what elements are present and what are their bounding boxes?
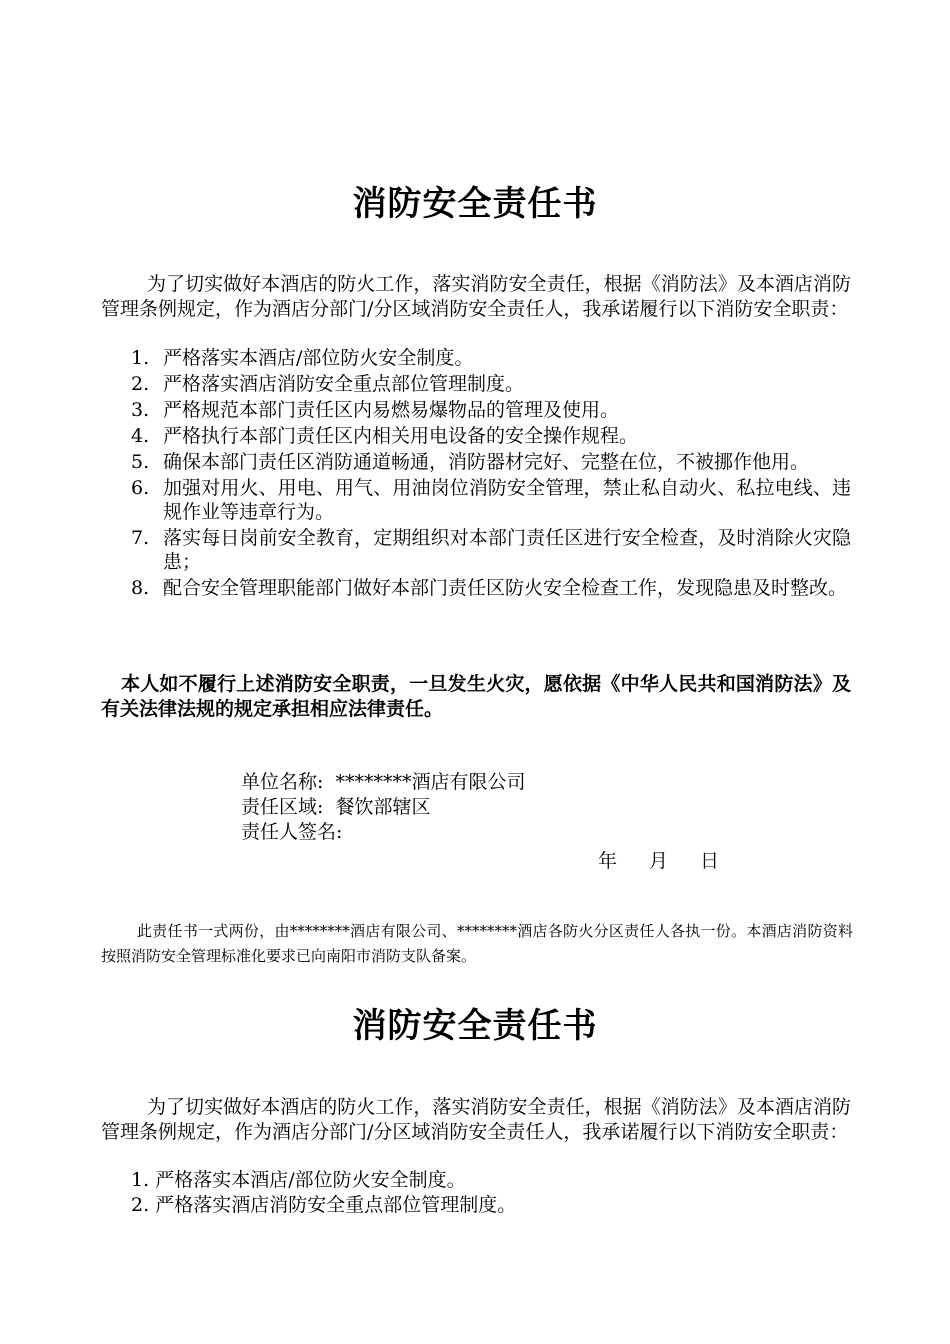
list-item [131, 576, 851, 600]
item-number: 1. [131, 1169, 150, 1191]
item-number: 2. [131, 373, 150, 395]
item-number: 3. [131, 399, 150, 421]
item-number: 2. [131, 1194, 150, 1216]
item-text: 加强对用火、用电、用气、用油岗位消防安全管理，禁止私自动火、私拉电线、违规作业等违章行为。 [163, 477, 851, 523]
area-row [241, 795, 526, 820]
document-title: 消防安全责任书 [352, 184, 598, 224]
item-number: 1. [131, 347, 150, 369]
unit-label: 单位名称: [241, 771, 324, 793]
area-value: 餐饮部辖区 [335, 796, 431, 818]
date-month: 月 [649, 850, 669, 872]
date-year: 年 [598, 850, 618, 872]
list-item [131, 372, 851, 396]
item-number: 4. [131, 425, 150, 447]
item-number: 7. [131, 527, 150, 549]
footnote: 此责任书一式两份，由********酒店有限公司、********酒店各防火分区责任人各执一份。本酒店消防资料按照消防安全管理标准化要求已向南阳市消防支队备案。 [101, 922, 853, 965]
list-item [131, 1168, 516, 1193]
duties-list [131, 346, 851, 602]
item-text: 配合安全管理职能部门做好本部门责任区防火安全检查工作，发现隐患及时整改。 [163, 577, 848, 599]
item-text: 落实每日岗前安全教育，定期组织对本部门责任区进行安全检查，及时消除火灾隐患； [163, 527, 851, 573]
date-day: 日 [700, 850, 720, 872]
signature-block [241, 770, 526, 845]
document-title-2: 消防安全责任书 [352, 1006, 598, 1046]
unit-value: ********酒店有限公司 [335, 771, 526, 793]
list-item [131, 1193, 516, 1218]
item-text: 严格落实本酒店/部位防火安全制度。 [155, 1169, 466, 1191]
item-number: 8. [131, 577, 150, 599]
list-item [131, 526, 851, 574]
list-item [131, 476, 851, 524]
duties-list-2 [131, 1168, 516, 1218]
commitment-paragraph: 本人如不履行上述消防安全职责，一旦发生火灾，愿依据《中华人民共和国消防法》及有关法律法规的规定承担相应法律责任。 [101, 673, 851, 720]
item-text: 严格落实本酒店/部位防火安全制度。 [163, 347, 474, 369]
item-number: 5. [131, 451, 150, 473]
item-text: 严格落实酒店消防安全重点部位管理制度。 [163, 373, 525, 395]
item-text: 严格规范本部门责任区内易燃易爆物品的管理及使用。 [163, 399, 620, 421]
area-label: 责任区域: [241, 796, 324, 818]
date-line [598, 846, 751, 873]
list-item [131, 398, 851, 422]
list-item [131, 450, 851, 474]
signer-row [241, 820, 526, 845]
item-text: 确保本部门责任区消防通道畅通，消防器材完好、完整在位，不被挪作他用。 [163, 451, 810, 473]
list-item [131, 424, 851, 448]
item-text: 严格落实酒店消防安全重点部位管理制度。 [155, 1194, 517, 1216]
unit-row [241, 770, 526, 795]
signer-label: 责任人签名: [241, 821, 343, 843]
list-item [131, 346, 851, 370]
item-number: 6. [131, 477, 150, 499]
intro-paragraph-2: 为了切实做好本酒店的防火工作，落实消防安全责任，根据《消防法》及本酒店消防管理条例规定，作为酒店分部门/分区域消防安全责任人，我承诺履行以下消防安全职责： [101, 1096, 851, 1143]
intro-paragraph: 为了切实做好本酒店的防火工作，落实消防安全责任，根据《消防法》及本酒店消防管理条例规定，作为酒店分部门/分区域消防安全责任人，我承诺履行以下消防安全职责： [101, 273, 851, 320]
item-text: 严格执行本部门责任区内相关用电设备的安全操作规程。 [163, 425, 639, 447]
